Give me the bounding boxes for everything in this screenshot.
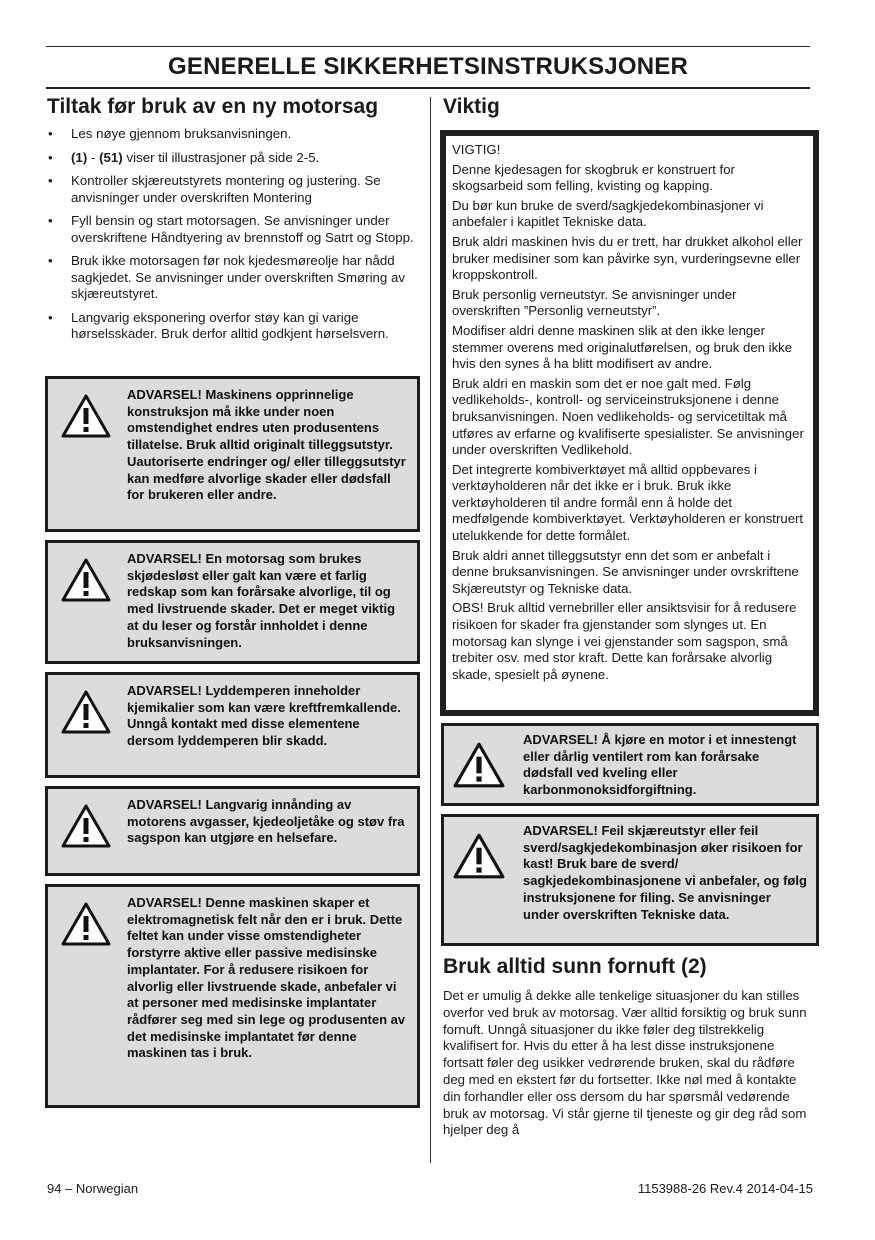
warning-text: ADVARSEL! Lyddemperen inneholder kjemikalier som kan være kreftfremkallende. Unngå kontakt med disse elementene dersom lyddemperen blir skadd. [127, 683, 401, 749]
section-heading-important: Viktig [443, 95, 500, 118]
title-rule [46, 87, 810, 89]
warning-text: ADVARSEL! Maskinens opprinnelige konstruksjon må ikke under noen omstendighet endres uten produsentens tillatelse. Bruk alltid originalt tilleggsutstyr. Uautoriserte endringer og/ eller tilleggsutstyr kan medføre alvorlige skader eller dødsfall for brukeren eller andre. [127, 387, 406, 503]
important-paragraph: Denne kjedesagen for skogbruk er konstruert for skogsarbeid som felling, kvisting og kapping. [452, 161, 735, 194]
column-divider [430, 97, 431, 1163]
top-rule [46, 46, 810, 47]
warning-triangle-icon [61, 902, 111, 946]
bullet-list [47, 126, 420, 350]
page-number: 94 – Norwegian [47, 1181, 139, 1196]
important-paragraph: OBS! Bruk alltid vernebriller eller ansiktsvisir for å redusere risikoen for skader fra gjenstander som slynges ut. En motorsag kan slynge i vei gjenstander som sagspon, små trebiter osv. med stor kraft. Dette kan forårsake alvorlig skade, spesielt på øynene. [452, 600, 797, 682]
warning-box [45, 540, 420, 664]
warning-triangle-icon [61, 558, 111, 602]
warning-triangle-icon [453, 833, 505, 879]
warning-triangle-icon [61, 690, 111, 734]
list-item: • Fyll bensin og start motorsagen. Se anvisninger under overskriftene Håndtyering av brennstoff og Satrt og Stopp. [48, 213, 414, 245]
important-paragraph: Du bør kun bruke de sverd/sagkjedekombinasjoner vi anbefaler i kapitlet Tekniske data. [452, 197, 764, 230]
warning-box [45, 884, 420, 1108]
list-item: • Bruk ikke motorsagen før nok kjedesmøreolje har nådd sagkjedet. Se anvisninger under overskriften Smøring av skjæreutstyret. [48, 253, 406, 301]
common-sense-paragraph: Det er umulig å dekke alle tenkelige situasjoner du kan stilles overfor ved bruk av motorsag. Vær alltid forsiktig og bruk sunn fornuft. Unngå situasjoner du ikke føler deg tilstrekkelig kvalifisert for. Hvis du etter å ha lest disse instruksjonene fortsatt føler deg usikker vedrørende bruken, skal du rådføre deg med en ekstert før du fortsetter. Ikke nøl med å kontakte din forhandler eller oss dersom du har spørsmål vedørende bruk av motorsag. Vi står gjerne til tjeneste og gir deg råd som hjelper deg å [443, 988, 807, 1138]
warning-text: ADVARSEL! Denne maskinen skaper et elektromagnetisk felt når den er i bruk. Dette feltet kan under visse omstendigheter forstyrre aktive eller passive medisinske implantater. For å redusere risikoen for alvorlig eller livstruende skade, anbefaler vi at personer med medisinske implantater rådfører seg med sin lege og produsenten av det medisinske implantatet før denne maskinen tas i bruk. [127, 895, 406, 1061]
warning-box [441, 814, 819, 946]
list-item: • Kontroller skjæreutstyrets montering og justering. Se anvisninger under overskriften Montering [48, 173, 381, 205]
warning-box [441, 723, 819, 806]
warning-triangle-icon [61, 804, 111, 848]
warning-text: ADVARSEL! En motorsag som brukes skjødesløst eller galt kan være et farlig redskap som kan forårsake alvorlige, til og med livstruende skader. Det er meget viktig at du leser og forstår innholdet i denne bruksanvisningen. [127, 551, 396, 650]
warning-triangle-icon [61, 394, 111, 438]
section-heading-common-sense: Bruk alltid sunn fornuft (2) [443, 955, 707, 978]
illustration-ref: (1) [71, 149, 88, 165]
list-item: • (1) - (51) viser til illustrasjoner på side 2-5. [48, 149, 320, 165]
warning-text: ADVARSEL! Å kjøre en motor i et innestengt eller dårlig ventilert rom kan forårsake dødsfall ved kveling eller karbonmonoksidforgiftning. [523, 732, 797, 798]
page-title: GENERELLE SIKKERHETSINSTRUKSJONER [168, 53, 688, 80]
list-item: • Les nøye gjennom bruksanvisningen. [48, 126, 292, 141]
list-item: • Langvarig eksponering overfor støy kan gi varige hørselsskader. Bruk derfor alltid godkjent hørselsvern. [48, 309, 389, 341]
important-paragraph: Bruk aldri en maskin som det er noe galt med. Følg vedlikeholds-, kontroll- og serviceinstruksjonene i denne bruksanvisningen. Noen vedlikeholds- og servicetiltak må utføres av erfarne og kvalifiserte spesialister. Se anvisninger under overskriften Vedlikehold. [452, 375, 804, 458]
important-paragraph: Modifiser aldri denne maskinen slik at den ikke lenger stemmer overens med originalutførelsen, og bruk den ikke hvis den synes å ha blitt modifisert av andre. [452, 322, 793, 372]
warning-text: ADVARSEL! Langvarig innånding av motorens avgasser, kjedeoljetåke og støv fra sagspon kan utgjøre en helsefare. [127, 797, 405, 846]
warning-box [45, 786, 420, 876]
important-box [440, 130, 819, 716]
section-heading-new-chainsaw: Tiltak før bruk av en ny motorsag [47, 95, 379, 118]
warning-triangle-icon [453, 742, 505, 788]
warning-box [45, 376, 420, 532]
important-paragraph: Bruk personlig verneutstyr. Se anvisninger under overskriften ”Personlig verneutstyr”. [452, 286, 737, 319]
important-paragraph: Det integrerte kombiverktøyet må alltid oppbevares i verktøyholderen når det ikke er i bruk. Bruk ikke verktøyholderen til andre formål enn å holde det medfølgende kombiverktøyet. Verktøyholderen er konstruert utelukkende for dette formålet. [452, 461, 804, 544]
important-paragraph: Bruk aldri maskinen hvis du er trett, har drukket alkohol eller bruker medisiner som kan påvirke syn, vurderingsevne eller kroppskontroll. [452, 233, 803, 283]
document-id: 1153988-26 Rev.4 2014-04-15 [637, 1181, 813, 1196]
important-box-content [446, 136, 813, 710]
important-paragraph: Bruk aldri annet tilleggsutstyr enn det som er anbefalt i denne bruksanvisningen. Se anvisninger under ovrskriftene Skjæreutstyr og Tekniske data. [452, 547, 799, 596]
important-paragraph: VIGTIG! [452, 142, 501, 157]
warning-text: ADVARSEL! Feil skjæreutstyr eller feil sverd/sagkjedekombinasjon øker risikoen for kast! Bruk bare de sverd/ sagkjedekombinasjonene vi anbefaler, og følg instruksjonene for filing. Se anvisninger under overskriften Tekniske data. [523, 823, 807, 922]
warning-box [45, 672, 420, 778]
illustration-ref: (51) [99, 149, 123, 165]
